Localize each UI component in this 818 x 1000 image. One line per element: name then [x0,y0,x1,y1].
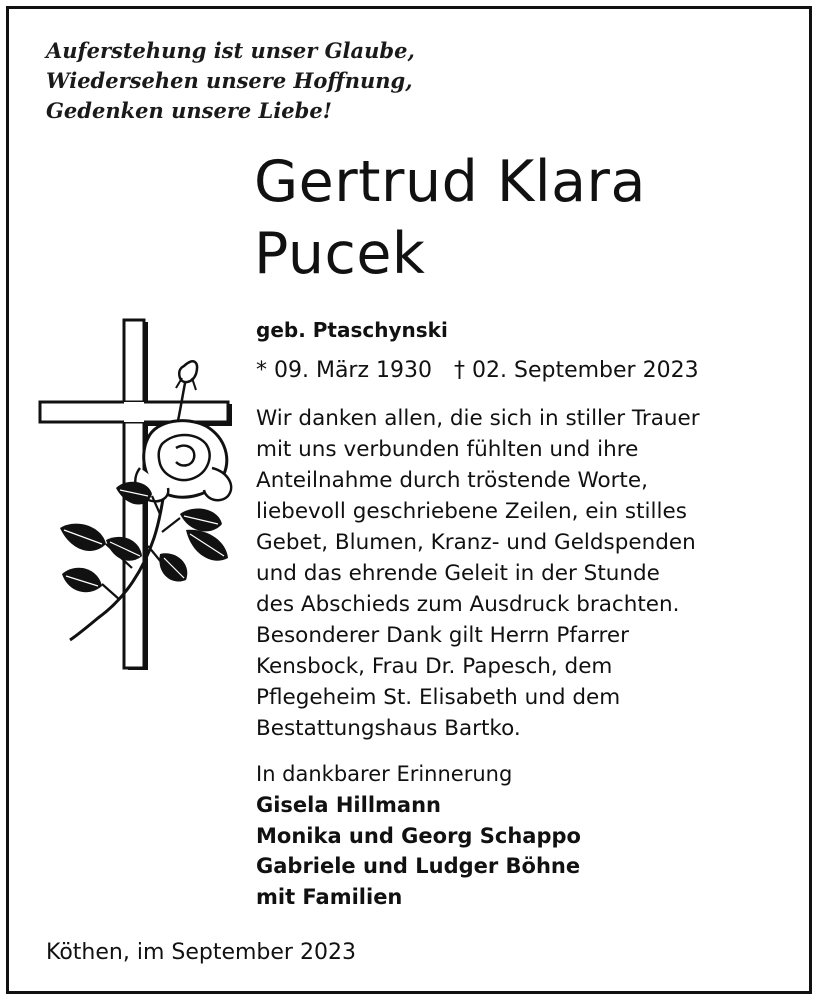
signer-name: Gisela Hillmann [256,793,441,817]
motto-line: Auferstehung ist unser Glaube, [46,38,415,63]
motto-verse [46,36,415,126]
message-line: des Abschieds zum Ausdruck brachten. [256,592,680,617]
cross-with-rose-icon [36,318,236,676]
message-line: Gebet, Blumen, Kranz- und Geldspenden [256,530,696,555]
message-line: Besonderer Dank gilt Herrn Pfarrer [256,623,629,648]
signers-list [256,790,581,912]
deceased-first-names: Gertrud Klara [254,149,646,215]
message-line: Kensbock, Frau Dr. Papesch, dem [256,654,613,679]
message-line: Wir danken allen, die sich in stiller Trauer [256,406,700,431]
signer-name: Gabriele und Ludger Böhne [256,854,581,878]
life-dates [256,358,699,383]
deceased-surname: Pucek [254,221,426,287]
birth-name: geb. Ptaschynski [256,318,448,342]
motto-line: Wiedersehen unsere Hoffnung, [46,68,413,93]
signer-name: mit Familien [256,884,403,909]
signer-name: Monika und Georg Schappo [256,823,581,848]
place-and-date: Köthen, im September 2023 [46,940,356,965]
message-line: mit uns verbunden fühlten und ihre [256,437,639,462]
deceased-name [254,146,646,290]
thank-you-message [256,403,700,744]
message-line: Pflegeheim St. Elisabeth und dem [256,685,621,710]
birth-date: * 09. März 1930 [256,358,433,383]
closing-phrase: In dankbarer Erinnerung [256,762,513,786]
message-line: Anteilnahme durch tröstende Worte, [256,468,648,493]
death-date: † 02. September 2023 [454,358,699,383]
message-line: liebevoll geschriebene Zeilen, ein stilles [256,499,687,524]
motto-line: Gedenken unsere Liebe! [46,98,332,123]
message-line: und das ehrende Geleit in der Stunde [256,561,660,586]
message-line: Bestattungshaus Bartko. [256,716,521,741]
